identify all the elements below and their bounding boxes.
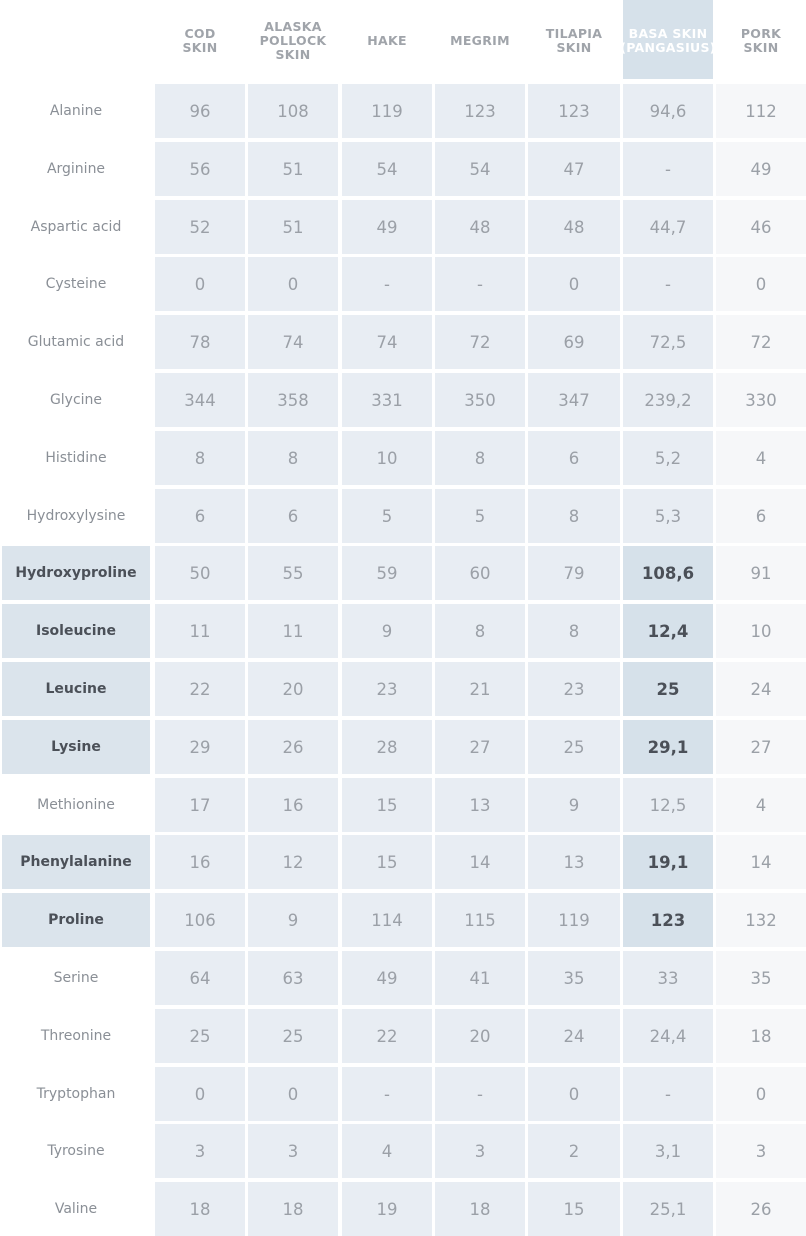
table-cell: 14: [716, 835, 806, 889]
table-cell: 18: [155, 1182, 245, 1236]
table-cell: 15: [342, 778, 432, 832]
table-cell: 10: [342, 431, 432, 485]
table-cell: -: [623, 142, 713, 196]
table-cell: 350: [435, 373, 525, 427]
table-cell: 33: [623, 951, 713, 1005]
table-cell: 44,7: [623, 200, 713, 254]
table-cell: 123: [623, 893, 713, 947]
table-cell: 51: [248, 142, 338, 196]
table-cell: 4: [716, 431, 806, 485]
column-header: PORK SKIN: [740, 25, 782, 55]
table-cell: 27: [716, 720, 806, 774]
table-cell: -: [623, 1067, 713, 1121]
table-cell: 26: [716, 1182, 806, 1236]
table-cell: 72: [716, 315, 806, 369]
table-cell: 46: [716, 200, 806, 254]
row-label: Isoleucine: [2, 604, 150, 658]
table-cell: 23: [342, 662, 432, 716]
table-cell: 35: [528, 951, 620, 1005]
table-cell: 50: [155, 546, 245, 600]
table-cell: 22: [342, 1009, 432, 1063]
table-cell: 54: [342, 142, 432, 196]
table-cell: 108: [248, 84, 338, 138]
table-cell: 91: [716, 546, 806, 600]
table-cell: 358: [248, 373, 338, 427]
table-cell: 18: [435, 1182, 525, 1236]
table-cell: 15: [528, 1182, 620, 1236]
table-cell: 28: [342, 720, 432, 774]
table-cell: 55: [248, 546, 338, 600]
table-cell: 52: [155, 200, 245, 254]
table-cell: 331: [342, 373, 432, 427]
table-cell: 123: [435, 84, 525, 138]
table-cell: 0: [155, 1067, 245, 1121]
table-cell: 24: [716, 662, 806, 716]
table-cell: 25: [248, 1009, 338, 1063]
table-cell: 6: [528, 431, 620, 485]
table-cell: 49: [342, 200, 432, 254]
table-cell: 119: [342, 84, 432, 138]
table-cell: 8: [155, 431, 245, 485]
table-cell: 12,5: [623, 778, 713, 832]
table-cell: 74: [342, 315, 432, 369]
table-cell: 69: [528, 315, 620, 369]
table-cell: 19,1: [623, 835, 713, 889]
table-cell: 5,3: [623, 489, 713, 543]
row-label: Glutamic acid: [27, 334, 125, 350]
row-label: Leucine: [2, 662, 150, 716]
table-cell: 24,4: [623, 1009, 713, 1063]
table-cell: 63: [248, 951, 338, 1005]
row-label: Valine: [54, 1201, 98, 1217]
table-cell: 48: [528, 200, 620, 254]
table-cell: 4: [342, 1124, 432, 1178]
table-cell: 132: [716, 893, 806, 947]
table-cell: 12: [248, 835, 338, 889]
table-cell: 11: [155, 604, 245, 658]
row-label: Hydroxyproline: [2, 546, 150, 600]
table-cell: 344: [155, 373, 245, 427]
table-cell: -: [435, 1067, 525, 1121]
table-cell: 59: [342, 546, 432, 600]
table-cell: 23: [528, 662, 620, 716]
table-cell: 48: [435, 200, 525, 254]
table-cell: 49: [342, 951, 432, 1005]
table-cell: 9: [248, 893, 338, 947]
table-cell: 9: [342, 604, 432, 658]
row-label: Serine: [53, 970, 99, 986]
table-cell: 0: [528, 1067, 620, 1121]
row-label: Alanine: [49, 103, 103, 119]
table-cell: 25: [528, 720, 620, 774]
table-cell: 8: [528, 604, 620, 658]
table-cell: 12,4: [623, 604, 713, 658]
table-cell: 18: [248, 1182, 338, 1236]
table-cell: 0: [248, 1067, 338, 1121]
table-cell: 123: [528, 84, 620, 138]
table-cell: 17: [155, 778, 245, 832]
row-label: Cysteine: [45, 276, 107, 292]
table-cell: 114: [342, 893, 432, 947]
table-cell: 14: [435, 835, 525, 889]
table-cell: 0: [248, 257, 338, 311]
table-cell: 106: [155, 893, 245, 947]
column-header: ALASKA POLLOCK SKIN: [259, 18, 327, 62]
table-cell: 24: [528, 1009, 620, 1063]
table-cell: 29: [155, 720, 245, 774]
table-cell: 0: [155, 257, 245, 311]
column-header: MEGRIM: [450, 32, 510, 48]
table-cell: 79: [528, 546, 620, 600]
table-cell: 3,1: [623, 1124, 713, 1178]
table-cell: 8: [528, 489, 620, 543]
table-cell: 11: [248, 604, 338, 658]
row-label: Glycine: [49, 392, 103, 408]
row-label: Methionine: [37, 797, 115, 813]
table-cell: -: [623, 257, 713, 311]
table-cell: 49: [716, 142, 806, 196]
table-cell: 54: [435, 142, 525, 196]
row-label: Aspartic acid: [30, 219, 122, 235]
table-cell: 27: [435, 720, 525, 774]
table-cell: 19: [342, 1182, 432, 1236]
table-cell: 16: [248, 778, 338, 832]
table-cell: 347: [528, 373, 620, 427]
table-cell: 74: [248, 315, 338, 369]
table-cell: 0: [716, 257, 806, 311]
table-cell: 8: [435, 604, 525, 658]
table-cell: 6: [155, 489, 245, 543]
table-cell: 78: [155, 315, 245, 369]
table-cell: 20: [248, 662, 338, 716]
table-cell: 60: [435, 546, 525, 600]
table-cell: 3: [248, 1124, 338, 1178]
table-cell: 119: [528, 893, 620, 947]
table-cell: 9: [528, 778, 620, 832]
table-cell: 13: [528, 835, 620, 889]
row-label: Lysine: [2, 720, 150, 774]
row-label: Threonine: [40, 1028, 112, 1044]
table-cell: 20: [435, 1009, 525, 1063]
table-cell: 25: [155, 1009, 245, 1063]
table-cell: 6: [716, 489, 806, 543]
table-cell: 8: [248, 431, 338, 485]
column-header: COD SKIN: [182, 25, 218, 55]
table-cell: 112: [716, 84, 806, 138]
row-label: Arginine: [46, 161, 106, 177]
table-cell: 239,2: [623, 373, 713, 427]
table-cell: 25: [623, 662, 713, 716]
row-label: Tyrosine: [47, 1143, 105, 1159]
table-cell: 13: [435, 778, 525, 832]
table-cell: 16: [155, 835, 245, 889]
table-cell: 3: [716, 1124, 806, 1178]
column-header: HAKE: [367, 32, 407, 48]
table-cell: 3: [155, 1124, 245, 1178]
table-cell: -: [342, 257, 432, 311]
row-label: Histidine: [45, 450, 107, 466]
row-label: Tryptophan: [36, 1086, 116, 1102]
table-cell: 115: [435, 893, 525, 947]
table-cell: 22: [155, 662, 245, 716]
table-cell: 64: [155, 951, 245, 1005]
table-cell: 0: [716, 1067, 806, 1121]
table-cell: 41: [435, 951, 525, 1005]
table-cell: 15: [342, 835, 432, 889]
table-cell: 72,5: [623, 315, 713, 369]
table-cell: 25,1: [623, 1182, 713, 1236]
table-cell: 21: [435, 662, 525, 716]
table-cell: 35: [716, 951, 806, 1005]
table-cell: 108,6: [623, 546, 713, 600]
table-cell: -: [435, 257, 525, 311]
table-cell: 5,2: [623, 431, 713, 485]
table-cell: 94,6: [623, 84, 713, 138]
table-cell: 5: [435, 489, 525, 543]
table-cell: 56: [155, 142, 245, 196]
table-cell: 8: [435, 431, 525, 485]
table-cell: 26: [248, 720, 338, 774]
table-cell: 330: [716, 373, 806, 427]
table-cell: 0: [528, 257, 620, 311]
column-header: TILAPIA SKIN: [545, 25, 603, 55]
table-cell: 2: [528, 1124, 620, 1178]
table-cell: 6: [248, 489, 338, 543]
table-cell: 72: [435, 315, 525, 369]
table-cell: 51: [248, 200, 338, 254]
column-header: BASA SKIN (PANGASIUS): [623, 0, 713, 79]
table-cell: 96: [155, 84, 245, 138]
table-cell: 10: [716, 604, 806, 658]
row-label: Proline: [2, 893, 150, 947]
table-cell: 3: [435, 1124, 525, 1178]
table-cell: 29,1: [623, 720, 713, 774]
table-cell: 47: [528, 142, 620, 196]
table-cell: 4: [716, 778, 806, 832]
table-cell: -: [342, 1067, 432, 1121]
row-label: Phenylalanine: [2, 835, 150, 889]
table-cell: 5: [342, 489, 432, 543]
table-cell: 18: [716, 1009, 806, 1063]
row-label: Hydroxylysine: [26, 508, 126, 524]
